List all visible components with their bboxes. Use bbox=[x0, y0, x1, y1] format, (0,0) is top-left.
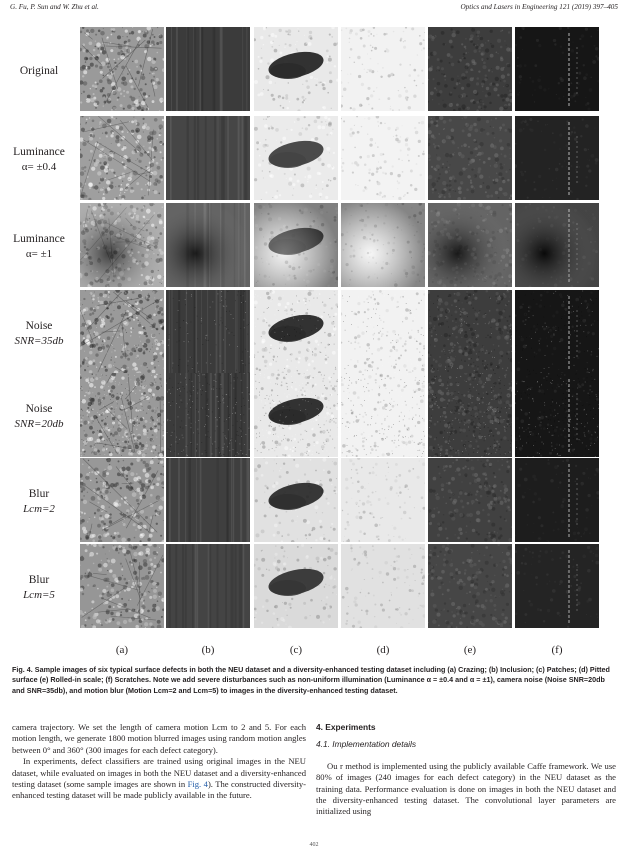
row-label-name: Luminance bbox=[13, 233, 65, 245]
sample-image-pitted-surface bbox=[341, 116, 425, 200]
row-label-name: Noise bbox=[25, 403, 53, 415]
sample-image-patches bbox=[254, 27, 338, 111]
sample-image-inclusion bbox=[166, 544, 250, 628]
sample-image-crazing bbox=[80, 290, 164, 374]
header-journal: Optics and Lasers in Engineering 121 (2019) 397–405 bbox=[460, 3, 618, 11]
header-authors: G. Fu, P. Sun and W. Zhu et al. bbox=[10, 3, 99, 11]
sample-image-rolled-in-scale bbox=[428, 203, 512, 287]
sample-image-scratches bbox=[515, 116, 599, 200]
row-label-name: Blur bbox=[28, 574, 50, 586]
row-label-3 bbox=[0, 319, 78, 349]
row-label-1 bbox=[0, 145, 78, 175]
column-label: (b) bbox=[201, 644, 215, 656]
column-label: (c) bbox=[289, 644, 303, 656]
right-paragraph-1: Ou r method is implemented using the publicly available Caffe framework. We use 80% of images (240 images for each defect category) in the NEU dataset as the training data. Performance evaluation is done on images in both the NEU dataset and the diversity-enhanced testing dataset. The convolutional layer parameters are initialized using bbox=[316, 760, 616, 817]
sample-image-inclusion bbox=[166, 116, 250, 200]
sample-image-pitted-surface bbox=[341, 544, 425, 628]
sample-image-rolled-in-scale bbox=[428, 116, 512, 200]
sample-image-rolled-in-scale bbox=[428, 290, 512, 374]
sample-image-scratches bbox=[515, 373, 599, 457]
figure-4-image-grid bbox=[0, 24, 628, 659]
caption-text: Sample images of six typical surface defects in both the NEU dataset and a diversity-enhanced testing dataset including (a) Crazing; (b) Inclusion; (c) Patches; (d) Pitted surface (e) Rolled-in scale; (f) Scratches. Note we add severe disturbances such as non-uniform illumination (Luminance α = ±0.4 and α = ±1), camera noise (Noise SNR=20db and SNR=35db), and motion blur (Motion Lcm=2 and Lcm=5) to images in the diversity-enhanced testing dataset. bbox=[12, 665, 610, 695]
sample-image-patches bbox=[254, 373, 338, 457]
left-p2-text-b: ). The constructed diversity-enhanced testing dataset will be made publicly available in the future. bbox=[12, 779, 307, 801]
row-label-sub: Lcm=2 bbox=[23, 503, 55, 515]
row-label-name: Noise bbox=[25, 320, 53, 332]
row-label-sub: α= ±1 bbox=[25, 248, 53, 260]
figure-caption bbox=[12, 665, 616, 696]
sample-image-rolled-in-scale bbox=[428, 544, 512, 628]
sample-image-scratches bbox=[515, 458, 599, 542]
sample-image-patches bbox=[254, 290, 338, 374]
sample-image-scratches bbox=[515, 290, 599, 374]
sample-image-inclusion bbox=[166, 458, 250, 542]
sample-image-crazing bbox=[80, 27, 164, 111]
body-column-left bbox=[12, 722, 306, 802]
row-label-name: Blur bbox=[28, 488, 50, 500]
sample-image-pitted-surface bbox=[341, 203, 425, 287]
column-label: (a) bbox=[115, 644, 129, 656]
sample-image-crazing bbox=[80, 203, 164, 287]
row-label-5 bbox=[0, 487, 78, 517]
sample-image-inclusion bbox=[166, 373, 250, 457]
left-paragraph-1: camera trajectory. We set the length of camera motion Lcm to 2 and 5. For each motion length, we generate 1800 motion blurred images using random motion angles between 0° and 360° (300 images for each defect category). bbox=[12, 722, 306, 755]
row-label-sub: SNR=35db bbox=[14, 335, 64, 347]
sample-image-pitted-surface bbox=[341, 373, 425, 457]
sample-image-patches bbox=[254, 116, 338, 200]
sample-image-patches bbox=[254, 544, 338, 628]
body-column-right bbox=[316, 722, 616, 818]
sample-image-patches bbox=[254, 203, 338, 287]
sample-image-inclusion bbox=[166, 290, 250, 374]
sample-image-crazing bbox=[80, 116, 164, 200]
sample-image-inclusion bbox=[166, 203, 250, 287]
sample-image-scratches bbox=[515, 544, 599, 628]
subsection-heading: 4.1. Implementation details bbox=[316, 739, 417, 750]
row-label-6 bbox=[0, 573, 78, 603]
row-label-name: Original bbox=[19, 65, 59, 77]
column-label: (d) bbox=[376, 644, 390, 656]
row-label-2 bbox=[0, 232, 78, 262]
left-p2-text-a: In experiments, defect classifiers are trained using original images in the NEU dataset, while evaluated on images in both the NEU dataset and a diversity-enhanced testing dataset (some sample images are shown in bbox=[12, 756, 306, 790]
sample-image-crazing bbox=[80, 458, 164, 542]
sample-image-crazing bbox=[80, 373, 164, 457]
sample-image-rolled-in-scale bbox=[428, 27, 512, 111]
column-label: (e) bbox=[463, 644, 477, 656]
row-label-sub: α= ±0.4 bbox=[21, 161, 57, 173]
sample-image-crazing bbox=[80, 544, 164, 628]
section-heading: 4. Experiments bbox=[316, 722, 376, 732]
sample-image-pitted-surface bbox=[341, 290, 425, 374]
sample-image-pitted-surface bbox=[341, 27, 425, 111]
sample-image-rolled-in-scale bbox=[428, 373, 512, 457]
figure-4-link[interactable]: Fig. 4 bbox=[187, 779, 208, 790]
sample-image-scratches bbox=[515, 27, 599, 111]
sample-image-inclusion bbox=[166, 27, 250, 111]
row-label-0 bbox=[0, 64, 78, 79]
sample-image-pitted-surface bbox=[341, 458, 425, 542]
left-paragraph-2 bbox=[12, 756, 306, 802]
caption-label: Fig. 4. bbox=[12, 665, 33, 674]
sample-image-rolled-in-scale bbox=[428, 458, 512, 542]
column-label: (f) bbox=[551, 644, 563, 656]
row-label-4 bbox=[0, 402, 78, 432]
running-header bbox=[10, 3, 618, 15]
row-label-name: Luminance bbox=[13, 146, 65, 158]
row-label-sub: SNR=20db bbox=[14, 418, 64, 430]
sample-image-patches bbox=[254, 458, 338, 542]
sample-image-scratches bbox=[515, 203, 599, 287]
page-number: 402 bbox=[309, 842, 319, 848]
row-label-sub: Lcm=5 bbox=[23, 589, 55, 601]
